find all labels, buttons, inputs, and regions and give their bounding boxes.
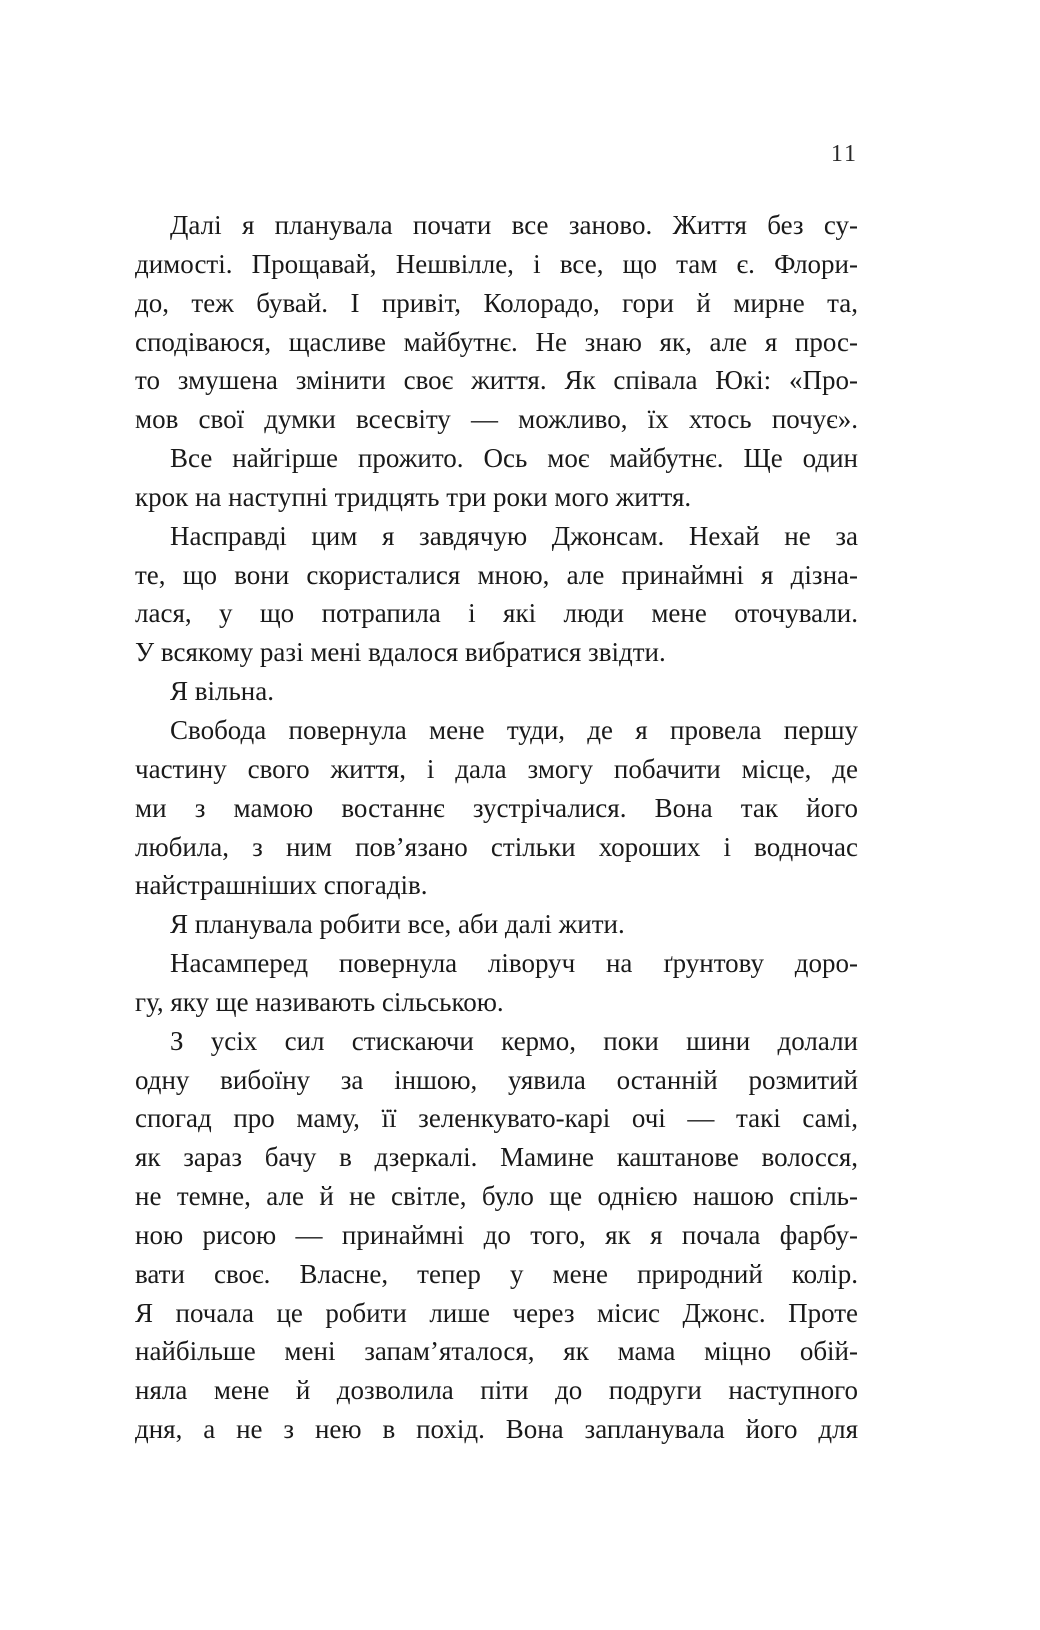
text-line: лася, у що потрапила і які люди мене оточували. — [135, 598, 858, 629]
text-line: не темне, але й не світле, було ще однією нашою спіль- — [135, 1181, 858, 1212]
paragraph — [135, 1022, 858, 1449]
text-line: найстрашніших спогадів. — [135, 870, 428, 901]
text-line: то змушена змінити своє життя. Як співала Юкі: «Про- — [135, 365, 858, 396]
text-line: найбільше мені запам’яталося, як мама міцно обій- — [135, 1336, 858, 1367]
text-line: Насправді цим я завдячую Джонсам. Нехай не за — [170, 520, 858, 551]
text-line: Насамперед повернула ліворуч на ґрунтову доро- — [170, 948, 858, 979]
text-line: Я почала це робити лише через місис Джонс. Проте — [135, 1297, 858, 1328]
text-line: те, що вони скористалися мною, але принаймні я дізна- — [135, 559, 858, 590]
text-line: дня, а не з нею в похід. Вона запланувала його для — [135, 1414, 858, 1445]
text-line: З усіх сил стискаючи кермо, поки шини долали — [170, 1025, 858, 1056]
text-line: частину свого життя, і дала змогу побачити місце, де — [135, 753, 858, 784]
text-line: У всякому разі мені вдалося вибратися звідти. — [135, 637, 666, 668]
text-line: гу, яку ще називають сільською. — [135, 986, 504, 1017]
text-line: крок на наступні тридцять три роки мого життя. — [135, 481, 692, 512]
text-line: ми з мамою востаннє зустрічалися. Вона так його — [135, 792, 858, 823]
text-line: Я планувала робити все, аби далі жити. — [170, 909, 625, 940]
text-line: до, теж бувай. І привіт, Колорадо, гори й мирне та, — [135, 287, 858, 318]
paragraph — [135, 206, 858, 439]
paragraph — [135, 905, 858, 944]
text-line: Все найгірше прожито. Ось моє майбутнє. Ще один — [170, 443, 858, 474]
paragraph — [135, 711, 858, 905]
text-line: димості. Прощавай, Нешвілле, і все, що там є. Флори- — [135, 248, 858, 279]
text-line: одну вибоїну за іншою, уявила останній розмитий — [135, 1064, 858, 1095]
text-line: Я вільна. — [170, 676, 274, 707]
text-line: як зараз бачу в дзеркалі. Мамине каштанове волосся, — [135, 1142, 858, 1173]
text-line: Далі я планувала почати все заново. Життя без су- — [170, 210, 858, 240]
page-number: 11 — [830, 141, 858, 167]
text-line: спогад про маму, її зеленкувато-карі очі — такі самі, — [135, 1103, 858, 1134]
text-line: вати своє. Власне, тепер у мене природний колір. — [135, 1258, 858, 1289]
paragraph — [135, 517, 858, 672]
text-line: любила, з ним пов’язано стільки хороших і водночас — [135, 831, 858, 862]
paragraph — [135, 672, 858, 711]
text-line: Свобода повернула мене туди, де я провела першу — [170, 714, 858, 745]
text-line: сподіваюся, щасливе майбутнє. Не знаю як, але я прос- — [135, 326, 858, 357]
paragraph — [135, 439, 858, 517]
text-block — [135, 206, 858, 1449]
text-line: мов свої думки всесвіту — можливо, їх хтось почує». — [135, 404, 858, 435]
paragraph — [135, 944, 858, 1022]
text-line: ною рисою — принаймні до того, як я почала фарбу- — [135, 1219, 858, 1250]
text-line: няла мене й дозволила піти до подруги наступного — [135, 1375, 858, 1406]
